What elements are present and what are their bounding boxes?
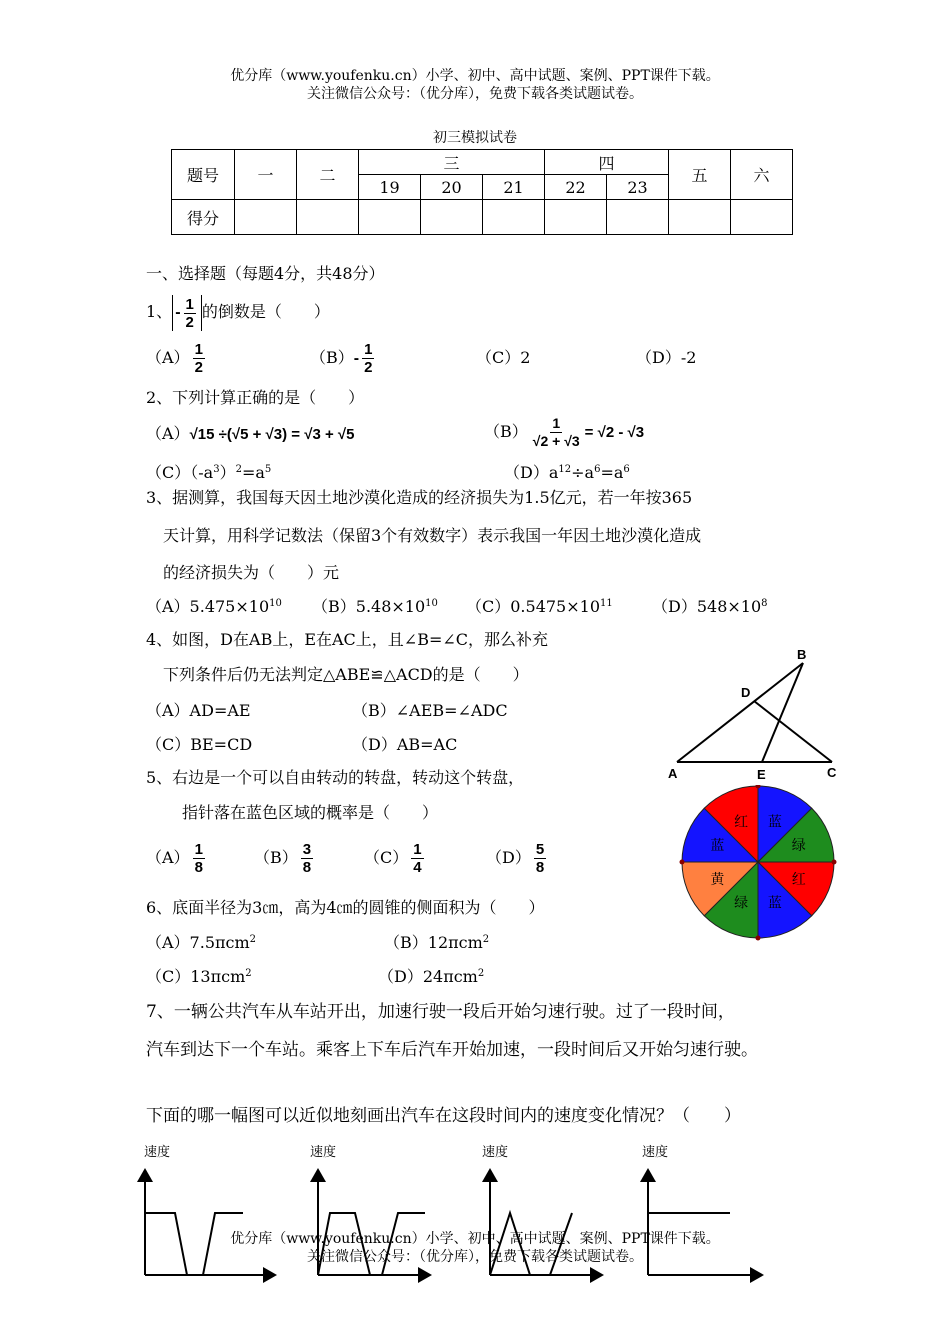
axis-label: 速度 xyxy=(144,1144,171,1159)
frac-den: √2 + √3 xyxy=(532,433,580,449)
label-A: A xyxy=(668,766,678,781)
q6-option-c[interactable] xyxy=(146,967,252,987)
section-header: 一 xyxy=(235,150,297,200)
page-title: 初三模拟试卷 xyxy=(433,130,517,146)
row-label: 题号 xyxy=(172,150,235,200)
frac-num: 1 xyxy=(364,341,373,358)
question-5-line-2: 指针落在蓝色区域的概率是（ ） xyxy=(182,803,439,822)
q4-option-d[interactable]: （D）AB=AC xyxy=(352,735,458,754)
q5-option-b[interactable] xyxy=(254,838,316,878)
frac-num: 3 xyxy=(302,841,312,858)
spinner-label: 蓝 xyxy=(767,813,782,830)
frac-den: 8 xyxy=(194,859,203,876)
exponent: 6 xyxy=(623,464,630,475)
score-cell[interactable] xyxy=(235,200,297,235)
header-line-2: 关注微信公众号：（优分库），免费下载各类试题试卷。 xyxy=(307,86,643,102)
section-header: 六 xyxy=(731,150,793,200)
option-text: （B）12πcm xyxy=(384,933,483,952)
q3-option-d[interactable] xyxy=(652,597,768,617)
header-line-1: 优分库（www.youfenku.cn）小学、初中、高中试题、案例、PPT课件下载。 xyxy=(230,68,720,84)
sub-number: 19 xyxy=(359,175,421,200)
question-1 xyxy=(146,294,330,331)
section-header: 四 xyxy=(545,150,669,175)
spinner-tick xyxy=(756,936,761,941)
frac-den: 8 xyxy=(302,859,312,876)
q2-d-mid: ÷a xyxy=(571,463,595,482)
spinner-label: 蓝 xyxy=(710,837,725,854)
speed-graphs xyxy=(130,1140,780,1290)
question-5-line-1: 5、右边是一个可以自由转动的转盘，转动这个转盘， xyxy=(146,768,525,787)
label-C: C xyxy=(827,765,837,780)
exponent: 11 xyxy=(600,598,613,609)
option-label: （C） xyxy=(364,848,409,867)
q3-option-b[interactable] xyxy=(312,597,438,617)
question-7-line-1: 7、一辆公共汽车从车站开出，加速行驶一段后开始匀速行驶。过了一段时间， xyxy=(146,1002,735,1022)
triangle-figure xyxy=(660,640,850,785)
option-text: （A）5.475×10 xyxy=(146,597,270,616)
question-3-line-3: 的经济损失为（ ）元 xyxy=(163,563,340,582)
section-header: 三 xyxy=(359,150,545,175)
score-cell[interactable] xyxy=(545,200,607,235)
question-6: 6、底面半径为3㎝，高为4㎝的圆锥的侧面积为（ ） xyxy=(146,898,545,917)
q2-option-d[interactable] xyxy=(504,463,630,483)
minus-sign: - xyxy=(353,350,360,367)
exponent: 2 xyxy=(245,968,252,979)
frac-num: 1 xyxy=(194,841,203,858)
score-cell[interactable] xyxy=(607,200,669,235)
footer-line-2: 关注微信公众号：（优分库），免费下载各类试题试卷。 xyxy=(307,1249,643,1265)
question-4-line-1: 4、如图，D在AB上，E在AC上，且∠B=∠C，那么补充 xyxy=(146,630,549,649)
q4-option-a[interactable]: （A）AD=AE xyxy=(146,701,251,720)
q1-suffix: 的倒数是（ ） xyxy=(201,302,330,321)
exponent: 3 xyxy=(213,464,220,475)
frac-den: 2 xyxy=(194,359,203,376)
q1-minus: - xyxy=(175,304,181,321)
q1-num: 1 xyxy=(185,295,194,313)
frac-num: 1 xyxy=(552,415,561,431)
frac-num: 1 xyxy=(413,841,422,858)
question-3-line-1: 3、据测算，我国每天因土地沙漠化造成的经济损失为1.5亿元，若一年按365 xyxy=(146,488,693,507)
q2-c-mid: ） xyxy=(219,463,236,482)
sub-number: 20 xyxy=(421,175,483,200)
spinner-tick xyxy=(680,860,685,865)
q2-option-b[interactable] xyxy=(484,412,644,453)
q5-option-a[interactable] xyxy=(146,838,208,878)
exponent: 10 xyxy=(425,598,438,609)
q1-option-c[interactable]: （C）2 xyxy=(476,348,531,367)
axis-label: 速度 xyxy=(482,1144,509,1159)
exponent: 5 xyxy=(264,464,272,475)
q6-option-b[interactable] xyxy=(384,933,489,953)
spinner-label: 红 xyxy=(734,813,749,830)
score-cell[interactable] xyxy=(359,200,421,235)
exponent: 2 xyxy=(235,464,242,475)
frac-num: 1 xyxy=(194,341,203,358)
section-header: 二 xyxy=(297,150,359,200)
q2-d-eq: =a xyxy=(600,463,624,482)
score-cell[interactable] xyxy=(669,200,731,235)
q2-d-text: （D）a xyxy=(504,463,559,482)
q5-option-c[interactable] xyxy=(364,838,427,878)
exponent: 2 xyxy=(477,968,485,979)
q2-option-c[interactable] xyxy=(146,463,271,483)
q1-option-d[interactable]: （D）-2 xyxy=(636,348,697,367)
question-4-line-2: 下列条件后仍无法判定△ABE≌△ACD的是（ ） xyxy=(163,665,529,684)
axis-label: 速度 xyxy=(642,1144,669,1159)
q2-c-eq: =a xyxy=(241,463,265,482)
section-heading: 一、选择题（每题4分，共48分） xyxy=(146,264,385,283)
option-label: （D） xyxy=(486,848,531,867)
question-7-line-3: 下面的哪一幅图可以近似地刻画出汽车在这段时间内的速度变化情况？（ ） xyxy=(146,1106,741,1126)
score-label: 得分 xyxy=(172,200,235,235)
q4-option-c[interactable]: （C）BE=CD xyxy=(146,735,253,754)
sub-number: 22 xyxy=(545,175,607,200)
q1-prefix: 1、 xyxy=(146,302,173,321)
frac-den: 2 xyxy=(364,359,373,376)
score-table xyxy=(171,149,793,235)
frac-den: 4 xyxy=(413,859,422,876)
option-label: （B） xyxy=(254,848,298,867)
option-text: （D）24πcm xyxy=(378,967,478,986)
exponent: 2 xyxy=(249,934,257,945)
exponent: 6 xyxy=(594,464,601,475)
score-cell[interactable] xyxy=(421,200,483,235)
option-text: （C）0.5475×10 xyxy=(466,597,600,616)
sub-number: 23 xyxy=(607,175,669,200)
q1-option-a[interactable] xyxy=(146,340,208,376)
option-label: （A） xyxy=(146,348,190,367)
spinner-label: 蓝 xyxy=(767,894,782,911)
option-label: （B） xyxy=(484,422,528,441)
q4-option-b[interactable]: （B）∠AEB=∠ADC xyxy=(352,701,508,720)
q3-option-a[interactable] xyxy=(146,597,282,617)
q5-option-d[interactable] xyxy=(486,838,549,878)
q2-c-text: （C）（-a xyxy=(146,463,214,482)
option-text: （B）5.48×10 xyxy=(312,597,426,616)
q2-b-rhs: = √2 - √3 xyxy=(584,424,645,441)
exponent: 12 xyxy=(558,464,572,475)
frac-num: 5 xyxy=(535,841,545,858)
option-text: （A）7.5πcm xyxy=(146,933,250,952)
exponent: 2 xyxy=(482,934,490,945)
section-header: 五 xyxy=(669,150,731,200)
axis-label: 速度 xyxy=(310,1144,337,1159)
abs-value xyxy=(172,295,202,331)
q1-den: 2 xyxy=(185,313,194,331)
option-label: （A） xyxy=(146,848,190,867)
spinner-label: 绿 xyxy=(791,837,806,854)
spinner-tick xyxy=(832,860,837,865)
spinner-label: 黄 xyxy=(710,870,725,887)
q2-option-a[interactable] xyxy=(146,424,354,445)
score-cell[interactable] xyxy=(483,200,545,235)
spinner-figure xyxy=(678,785,838,945)
sub-number: 21 xyxy=(483,175,545,200)
q6-option-d[interactable] xyxy=(378,967,484,987)
q3-option-c[interactable] xyxy=(466,597,613,617)
option-label: （A） xyxy=(146,424,190,443)
spinner-label: 绿 xyxy=(734,894,749,911)
spinner-label: 红 xyxy=(791,870,806,887)
question-3-line-2: 天计算，用科学记数法（保留3个有效数字）表示我国一年因土地沙漠化造成 xyxy=(163,526,702,545)
label-B: B xyxy=(797,647,807,662)
option-label: （B） xyxy=(310,348,354,367)
option-text: （D）548×10 xyxy=(652,597,762,616)
question-2: 2、下列计算正确的是（ ） xyxy=(146,388,365,407)
q1-option-b[interactable] xyxy=(310,340,377,377)
label-E: E xyxy=(757,767,766,782)
exponent: 10 xyxy=(269,598,282,609)
frac-den: 8 xyxy=(535,859,545,876)
spinner-wedges xyxy=(680,785,837,941)
option-text: （C）13πcm xyxy=(146,967,246,986)
footer-line-1: 优分库（www.youfenku.cn）小学、初中、高中试题、案例、PPT课件下载。 xyxy=(230,1231,720,1247)
question-7-line-2: 汽车到达下一个车站。乘客上下车后汽车开始加速，一段时间后又开始匀速行驶。 xyxy=(146,1040,758,1060)
score-cell[interactable] xyxy=(297,200,359,235)
q2-a-expression: √15 ÷(√5 + √3) = √3 + √5 xyxy=(189,426,355,443)
exponent: 8 xyxy=(761,598,768,609)
score-cell[interactable] xyxy=(731,200,793,235)
q6-option-a[interactable] xyxy=(146,933,256,953)
label-D: D xyxy=(741,685,751,700)
